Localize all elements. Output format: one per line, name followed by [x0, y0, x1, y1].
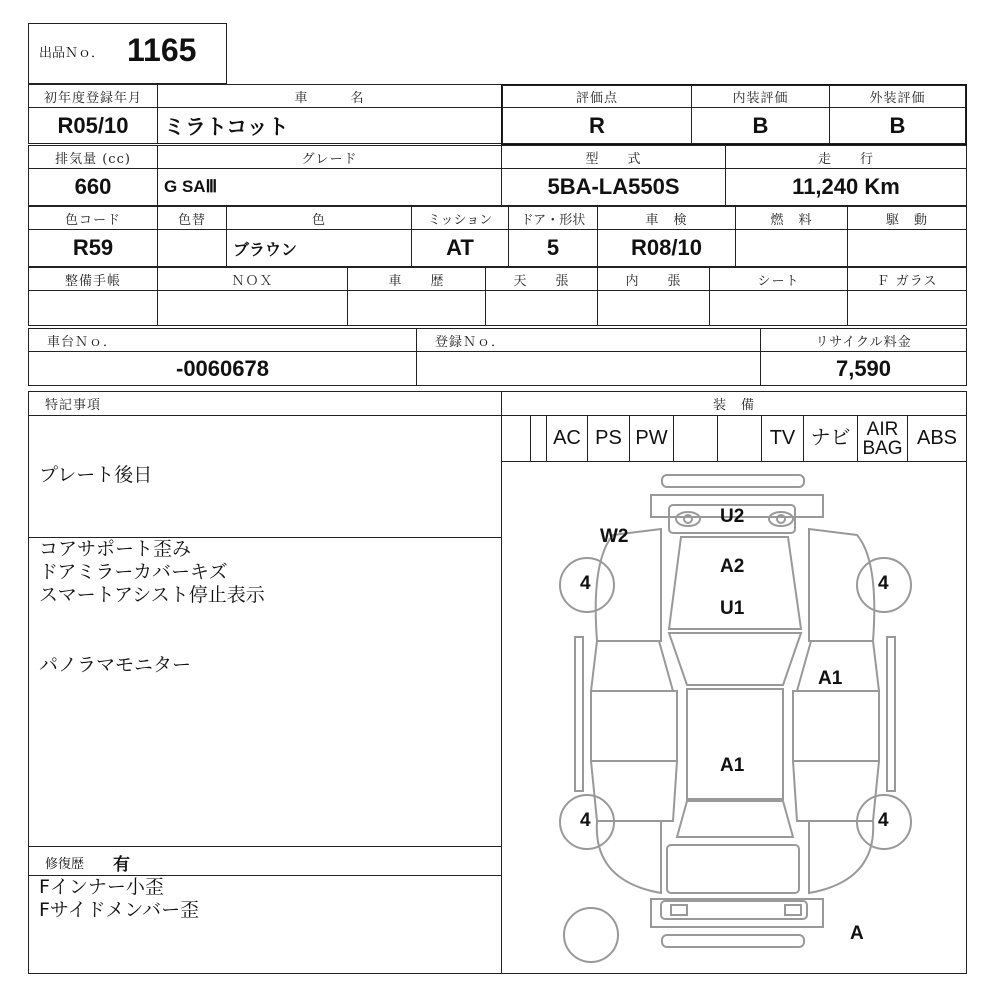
- rear-bumper-bottom: [662, 935, 804, 947]
- exterior-score-value: B: [829, 107, 966, 144]
- rear-window: [677, 801, 793, 837]
- mark-roof: A1: [720, 755, 745, 776]
- color-value: ブラウン: [226, 229, 412, 267]
- lot-number: 1165: [127, 32, 197, 68]
- grade-value: G SAⅢ: [157, 168, 502, 206]
- note-line-5: パノラマモニター: [39, 654, 192, 676]
- mark-hood-u: U1: [720, 598, 745, 619]
- displacement-label: 排気量 (cc): [28, 145, 158, 169]
- mark-rear: A: [850, 923, 864, 944]
- seat-value: [709, 290, 848, 326]
- right-rear-door: [793, 761, 879, 821]
- mark-front: U2: [720, 506, 745, 527]
- lot-number-box: [28, 23, 227, 84]
- left-front-door-upper: [591, 641, 673, 691]
- right-step: [887, 637, 895, 791]
- mission-label: ミッション: [411, 206, 509, 230]
- windshield: [669, 633, 801, 685]
- f-glass-label: Ｆ ガラス: [847, 267, 967, 291]
- score-value: R: [502, 107, 692, 144]
- repair-note-2: Fサイドメンバー歪: [39, 899, 200, 921]
- score-label: 評価点: [502, 85, 692, 108]
- inspection-value: R08/10: [597, 229, 736, 267]
- recycle-fee-label: リサイクル料金: [760, 328, 967, 352]
- repair-history-label: 修復歴: [45, 857, 85, 872]
- mark-tire-fr: 4: [878, 573, 889, 594]
- right-front-door: [793, 691, 879, 761]
- grade-label: グレード: [157, 145, 502, 169]
- left-step: [575, 637, 583, 791]
- equipment-ac: AC: [546, 415, 588, 462]
- nox-label: ＮＯＸ: [157, 267, 348, 291]
- roof-lining-value: [485, 290, 598, 326]
- equipment-tv: TV: [761, 415, 804, 462]
- mark-tire-rr: 4: [878, 810, 889, 831]
- color-code-label: 色コード: [28, 206, 158, 230]
- exterior-score-label: 外装評価: [829, 85, 966, 108]
- roof-lining-label: 天 張: [485, 267, 598, 291]
- note-line-4: スマートアシスト停止表示: [39, 584, 265, 606]
- recycle-fee-value: 7,590: [760, 351, 967, 386]
- color-label: 色: [226, 206, 412, 230]
- reg-no-label: 登録Ｎｏ．: [416, 328, 761, 352]
- note-line-2: コアサポート歪み: [39, 538, 192, 560]
- repair-notes-box: [28, 875, 502, 974]
- mark-hood-a: A2: [720, 556, 745, 577]
- tailgate: [667, 845, 799, 893]
- equipment-cell-blank-3: [717, 415, 762, 462]
- f-glass-value: [847, 290, 967, 326]
- first-reg-label: 初年度登録年月: [28, 84, 158, 108]
- equipment-pw: PW: [629, 415, 674, 462]
- note-line-1: プレート後日: [39, 464, 153, 486]
- special-notes-box-1: [28, 415, 502, 538]
- mark-fender-left: W2: [600, 526, 629, 547]
- fuel-value: [735, 229, 848, 267]
- service-book-label: 整備手帳: [28, 267, 158, 291]
- drive-value: [847, 229, 967, 267]
- rear-bumper: [651, 899, 823, 927]
- reg-no-value: [416, 351, 761, 386]
- interior-score-label: 内装評価: [691, 85, 830, 108]
- equipment-airbag: AIR BAG: [857, 415, 908, 462]
- interior-lining-label: 内 張: [597, 267, 710, 291]
- mark-tire-fl: 4: [580, 573, 591, 594]
- spare-tire: [564, 908, 618, 962]
- equipment-cell-blank-2: [673, 415, 718, 462]
- door-shape-value: 5: [508, 229, 598, 267]
- mark-tire-rl: 4: [580, 810, 591, 831]
- color-change-value: [157, 229, 227, 267]
- color-change-label: 色替: [157, 206, 227, 230]
- equipment-ps: PS: [587, 415, 630, 462]
- car-name-label: 車 名: [157, 84, 502, 108]
- fuel-label: 燃 料: [735, 206, 848, 230]
- door-shape-label: ドア・形状: [508, 206, 598, 230]
- left-front-door: [591, 691, 677, 761]
- special-notes-box-2: [28, 537, 502, 847]
- right-rear-quarter: [809, 821, 873, 893]
- equipment-navi: ナビ: [803, 415, 858, 462]
- car-diagram-box: [501, 461, 967, 974]
- repair-history-value: 有: [113, 855, 130, 875]
- front-bumper-top: [662, 475, 804, 487]
- mark-door-right: A1: [818, 668, 843, 689]
- history-label: 車 歴: [347, 267, 486, 291]
- equipment-abs: ABS: [907, 415, 967, 462]
- seat-label: シート: [709, 267, 848, 291]
- car-diagram: [502, 462, 966, 973]
- model-label: 型 式: [501, 145, 726, 169]
- interior-score-value: B: [691, 107, 830, 144]
- right-front-fender: [809, 529, 874, 641]
- history-value: [347, 290, 486, 326]
- chassis-no-value: -0060678: [28, 351, 417, 386]
- drive-label: 駆 動: [847, 206, 967, 230]
- first-reg-value: R05/10: [28, 107, 158, 144]
- equipment-label: 装 備: [501, 391, 967, 416]
- equipment-cell-blank-1: [530, 415, 547, 462]
- special-notes-label: 特記事項: [28, 391, 502, 416]
- interior-lining-value: [597, 290, 710, 326]
- roof: [687, 689, 783, 799]
- inspection-label: 車 検: [597, 206, 736, 230]
- color-code-value: R59: [28, 229, 158, 267]
- service-book-value: [28, 290, 158, 326]
- chassis-no-label: 車台Ｎｏ．: [28, 328, 417, 352]
- lot-number-label: 出品Ｎｏ．: [39, 46, 105, 61]
- car-name-value: ミラトコット: [157, 107, 502, 144]
- repair-note-1: Fインナー小歪: [39, 876, 164, 898]
- repair-history-row: [28, 846, 502, 876]
- left-rear-door: [591, 761, 677, 821]
- model-value: 5BA-LA550S: [501, 168, 726, 206]
- displacement-value: 660: [28, 168, 158, 206]
- mission-value: AT: [411, 229, 509, 267]
- mileage-label: 走 行: [725, 145, 967, 169]
- note-line-3: ドアミラーカバーキズ: [39, 561, 228, 583]
- left-rear-quarter: [597, 821, 661, 893]
- mileage-value: 11,240 Km: [725, 168, 967, 206]
- nox-value: [157, 290, 348, 326]
